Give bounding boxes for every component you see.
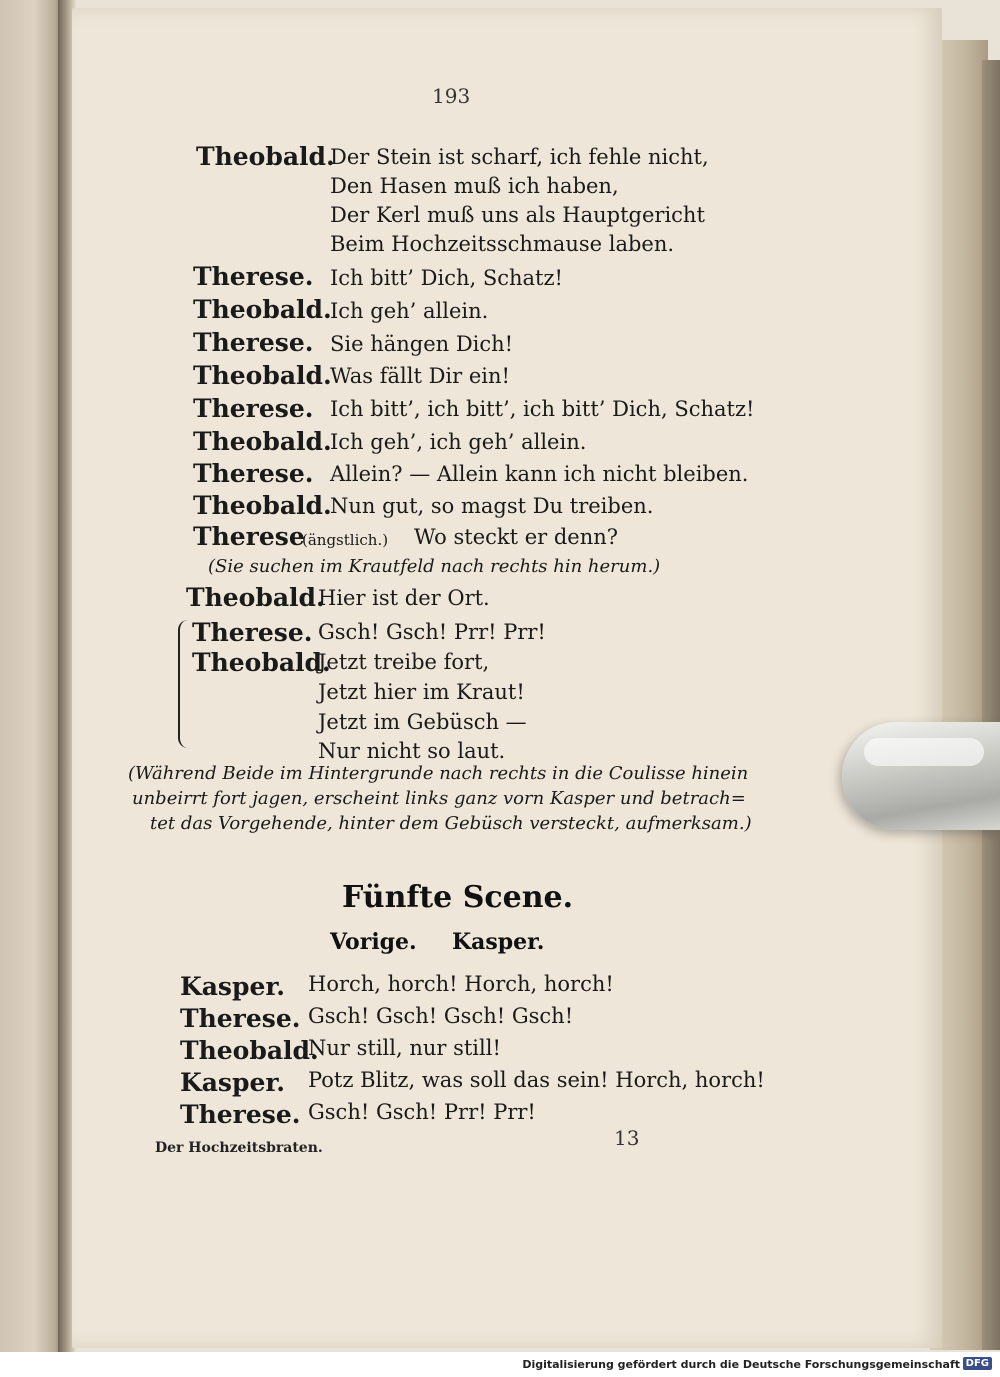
dialogue-line: Ich bitt’, ich bitt’, ich bitt’ Dich, Schatz!: [330, 397, 755, 421]
stage-direction: (Sie suchen im Krautfeld nach rechts hin herum.): [208, 556, 661, 577]
digitization-credit: Digitalisierung gefördert durch die Deutsche Forschungsgemeinschaft: [522, 1358, 960, 1371]
dialogue-line: Gsch! Gsch! Prr! Prr!: [308, 1100, 536, 1124]
verse-line: Der Kerl muß uns als Hauptgericht: [330, 203, 705, 227]
scene-sub-kasper: Kasper.: [452, 929, 545, 955]
speaker-kasper: Kasper.: [180, 972, 285, 1001]
speaker-theobald: Theobald.: [186, 583, 325, 612]
dialogue-line: Nur still, nur still!: [308, 1036, 501, 1060]
verse-line: Beim Hochzeitsschmause laben.: [330, 232, 675, 256]
dialogue-line: Ich geh’ allein.: [330, 299, 489, 323]
speaker-therese: Therese: [193, 522, 305, 551]
speaker-theobald: Theobald.: [192, 648, 331, 677]
dialogue-line: Potz Blitz, was soll das sein! Horch, horch!: [308, 1068, 765, 1092]
scene-sub-vorige: Vorige.: [330, 929, 417, 955]
scene-heading: Fünfte Scene.: [342, 880, 574, 915]
speaker-therese: Therese.: [193, 459, 314, 488]
page-number: 193: [432, 84, 471, 108]
signature-mark: 13: [614, 1126, 640, 1150]
duet-line: Jetzt treibe fort,: [318, 650, 490, 674]
speaker-therese: Therese.: [193, 394, 314, 423]
speaker-therese: Therese.: [192, 618, 313, 647]
dialogue-line: Gsch! Gsch! Gsch! Gsch!: [308, 1004, 574, 1028]
speaker-theobald: Theobald.: [180, 1036, 319, 1065]
verse-line: Den Hasen muß ich haben,: [330, 174, 619, 198]
speaker-theobald: Theobald.: [193, 295, 332, 324]
duet-line: Gsch! Gsch! Prr! Prr!: [318, 620, 546, 644]
speaker-theobald: Theobald.: [193, 427, 332, 456]
speaker-kasper: Kasper.: [180, 1068, 285, 1097]
stage-direction: (Während Beide im Hintergrunde nach rechts in die Coulisse hinein: [128, 763, 749, 784]
stage-aside: (ängstlich.): [302, 531, 389, 549]
footer-book-title: Der Hochzeitsbraten.: [155, 1140, 323, 1156]
dialogue-line: Ich geh’, ich geh’ allein.: [330, 430, 587, 454]
dialogue-line: Wo steckt er denn?: [414, 525, 619, 549]
stage-direction: tet das Vorgehende, hinter dem Gebüsch versteckt, aufmerksam.): [150, 813, 752, 834]
speaker-theobald: Theobald.: [193, 361, 332, 390]
page-holder-clip: [842, 722, 1000, 830]
dialogue-line: Horch, horch! Horch, horch!: [308, 972, 614, 996]
clip-highlight: [864, 738, 984, 766]
duet-line: Nur nicht so laut.: [318, 739, 506, 763]
dialogue-line: Was fällt Dir ein!: [330, 364, 510, 388]
verse-line: Der Stein ist scharf, ich fehle nicht,: [330, 145, 709, 169]
dialogue-line: Sie hängen Dich!: [330, 332, 514, 356]
speaker-therese: Therese.: [193, 328, 314, 357]
left-page-edge: [0, 0, 62, 1352]
speaker-therese: Therese.: [180, 1100, 301, 1129]
dialogue-line: Ich bitt’ Dich, Schatz!: [330, 266, 563, 290]
dfg-logo: DFG: [963, 1357, 992, 1370]
speaker-therese: Therese.: [180, 1004, 301, 1033]
dialogue-line: Allein? — Allein kann ich nicht bleiben.: [330, 462, 749, 486]
speaker-therese: Therese.: [193, 262, 314, 291]
dialogue-line: Nun gut, so magst Du treiben.: [330, 494, 654, 518]
page-stack-shadow: [982, 60, 1000, 1350]
duet-line: Jetzt hier im Kraut!: [318, 680, 525, 704]
speaker-theobald: Theobald.: [196, 142, 335, 171]
speaker-theobald: Theobald.: [193, 491, 332, 520]
dialogue-line: Hier ist der Ort.: [318, 586, 490, 610]
stage-direction: unbeirrt fort jagen, erscheint links ganz vorn Kasper und betrach=: [132, 788, 746, 809]
duet-line: Jetzt im Gebüsch —: [318, 710, 527, 734]
